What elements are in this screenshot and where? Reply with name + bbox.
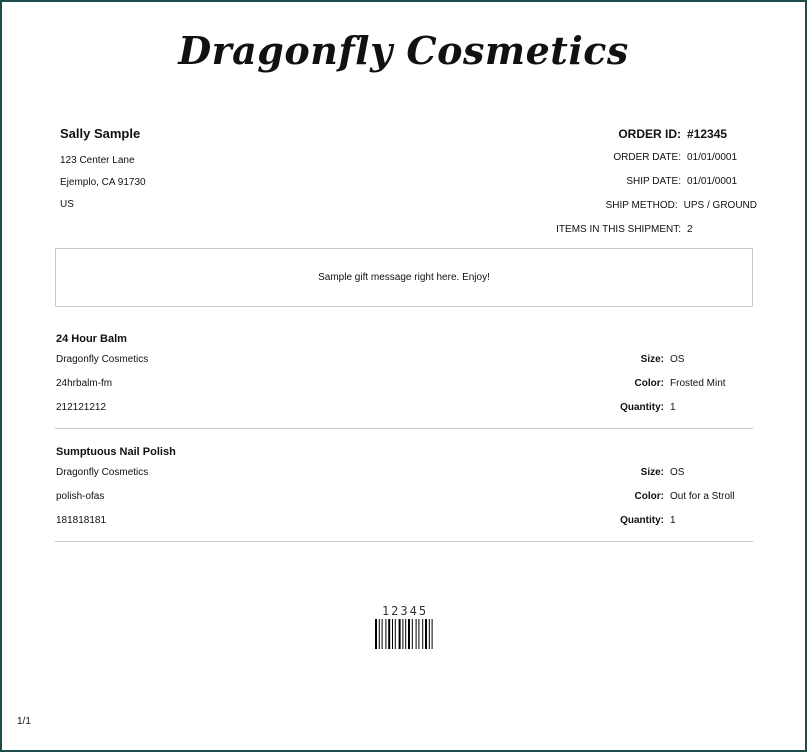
order-date-label: ORDER DATE: <box>613 152 681 163</box>
order-id-label: ORDER ID: <box>618 127 681 141</box>
ship-method-row <box>397 194 757 218</box>
item-size-label: Size: <box>640 467 664 478</box>
order-date-row <box>397 146 757 170</box>
gift-message-box <box>55 248 753 307</box>
barcode-number: 12345 <box>381 604 429 618</box>
order-date-value: 01/01/0001 <box>687 152 738 163</box>
items-count-label: ITEMS IN THIS SHIPMENT: <box>556 224 681 235</box>
item-size-label: Size: <box>640 354 664 365</box>
item-upc: 212121212 <box>56 402 107 413</box>
item-brand: Dragonfly Cosmetics <box>56 467 149 478</box>
address-street: 123 Center Lane <box>60 155 135 166</box>
address-country: US <box>60 199 74 210</box>
order-id-row <box>397 122 757 146</box>
items-count-value: 2 <box>687 224 693 235</box>
item-quantity-value: 1 <box>670 515 676 526</box>
customer-name: Sally Sample <box>60 126 141 141</box>
line-item <box>55 443 753 542</box>
item-sku: 24hrbalm-fm <box>56 378 113 389</box>
ship-method-value: UPS / GROUND <box>683 200 757 211</box>
page-number: 1/1 <box>17 716 31 727</box>
line-item <box>55 330 753 429</box>
item-title: 24 Hour Balm <box>56 333 127 345</box>
address-city-state-zip: Ejemplo, CA 91730 <box>60 177 146 188</box>
item-quantity-label: Quantity: <box>620 402 664 413</box>
item-title: Sumptuous Nail Polish <box>56 446 176 458</box>
item-size-value: OS <box>670 354 685 365</box>
item-size-value: OS <box>670 467 685 478</box>
shipping-address <box>60 126 146 216</box>
order-id-value: #12345 <box>687 127 728 141</box>
brand-logo-text: Dragonfly Cosmetics <box>178 28 629 73</box>
ship-date-row <box>397 170 757 194</box>
gift-message-text: Sample gift message right here. Enjoy! <box>318 272 490 283</box>
item-sku: polish-ofas <box>56 491 105 502</box>
item-quantity-label: Quantity: <box>620 515 664 526</box>
item-color-label: Color: <box>634 491 664 502</box>
item-quantity-value: 1 <box>670 402 676 413</box>
item-color-value: Out for a Stroll <box>670 491 735 502</box>
barcode-icon <box>373 619 437 649</box>
order-details <box>397 122 757 242</box>
items-count-row <box>397 218 757 242</box>
ship-date-label: SHIP DATE: <box>626 176 681 187</box>
item-upc: 181818181 <box>56 515 107 526</box>
order-barcode <box>373 604 437 649</box>
ship-date-value: 01/01/0001 <box>687 176 738 187</box>
item-color-value: Frosted Mint <box>670 378 726 389</box>
ship-method-label: SHIP METHOD: <box>605 200 678 211</box>
item-brand: Dragonfly Cosmetics <box>56 354 149 365</box>
item-color-label: Color: <box>634 378 664 389</box>
